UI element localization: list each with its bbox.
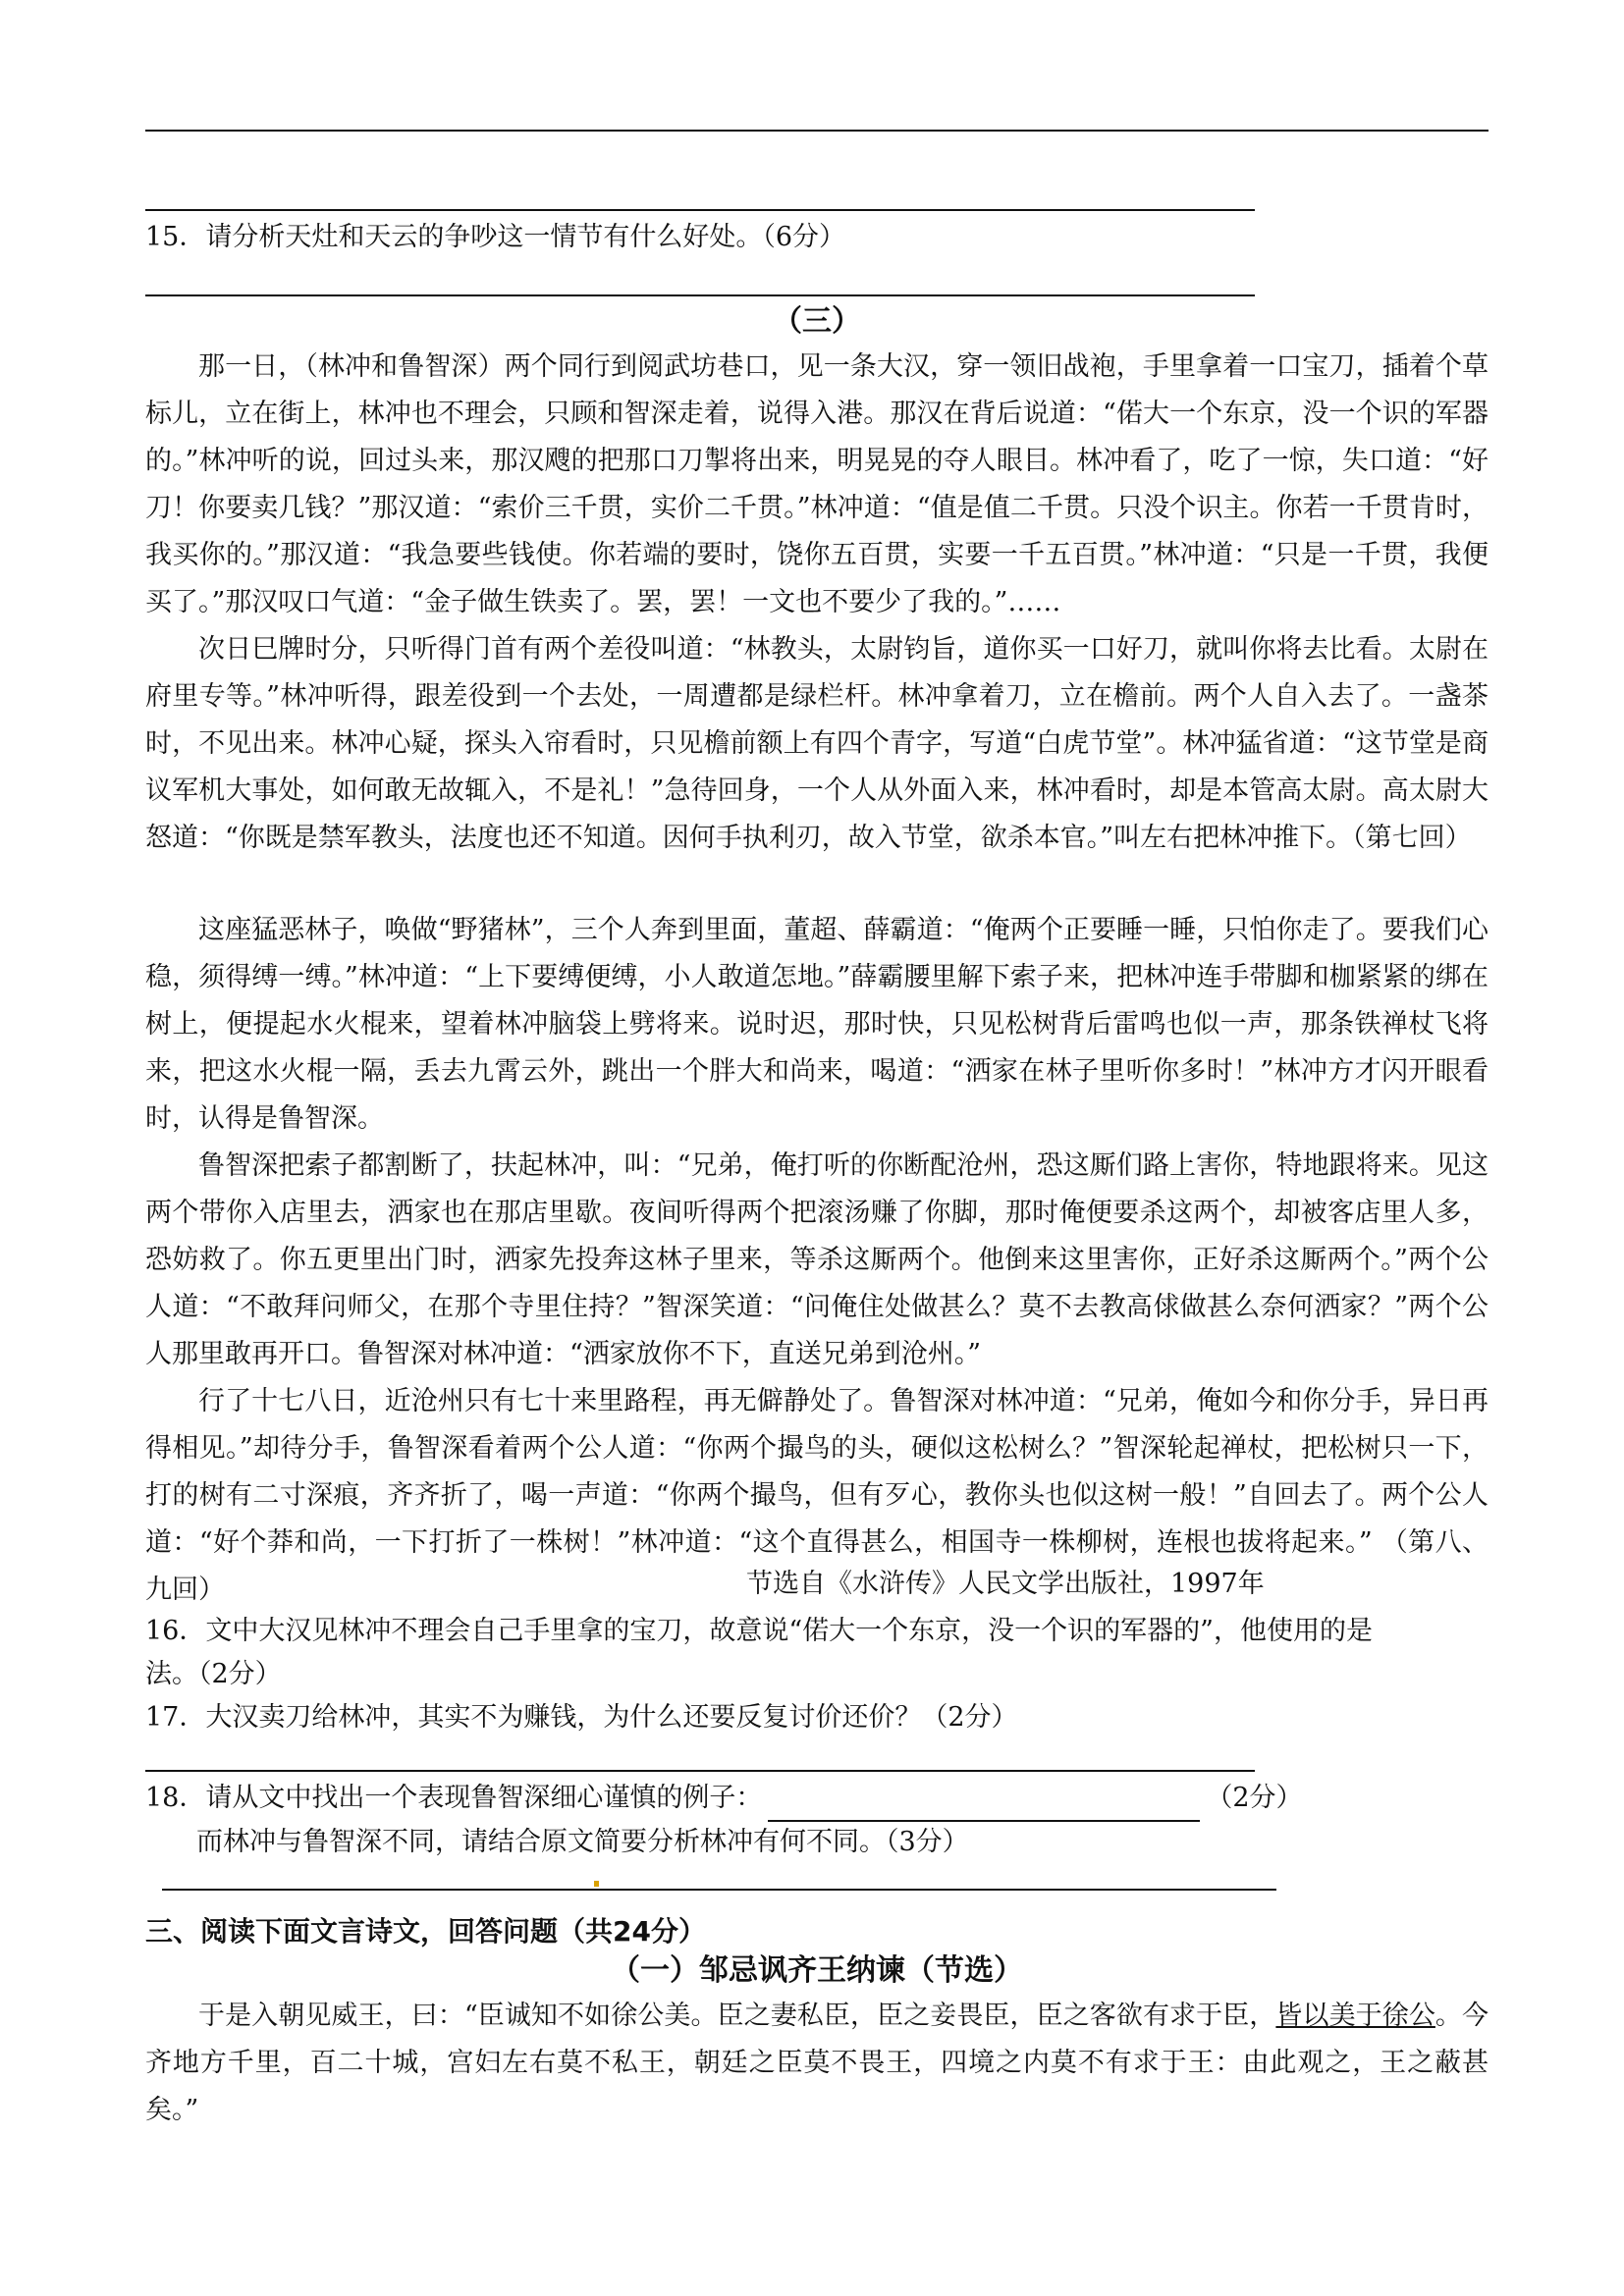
wenyan-text: 。今齐地方千里，百二十城，宫妇左右莫不私王，朝廷之臣莫不畏王，四境之内莫不有求于王：由此观之，王之蔽甚矣。” <box>145 2001 1489 2125</box>
answer-line <box>162 1889 1276 1891</box>
answer-blank[interactable] <box>768 1790 1200 1822</box>
yellow-dot <box>594 1881 599 1887</box>
passage-part-1 <box>145 344 1489 862</box>
wenyan-text: 于是入朝见威王，曰：“臣诚知不如徐公美。臣之妻私臣，臣之妾畏臣，臣之客欲有求于臣， <box>198 2001 1276 2031</box>
passage-paragraph: 行了十七八日，近沧州只有七十来里路程，再无僻静处了。鲁智深对林冲道：“兄弟，俺如今和你分手，异日再得相见。”却待分手，鲁智深看着两个公人道：“你两个撮鸟的头，硬似这松树么？”智深轮起禅杖，把松树只一下，打的树有二寸深痕，齐齐折了，喝一声道：“你两个撮鸟，但有歹心，教你头也似这树一般！”自回去了。两个公人道：“好个莽和尚，一下打折了一株树！”林冲道：“这个直得甚么，相国寺一株柳树，连根也拔将起来。” （第八、九回） <box>145 1386 1489 1605</box>
passage-paragraph: 那一日，（林冲和鲁智深）两个同行到阅武坊巷口，见一条大汉，穿一领旧战袍，手里拿着一口宝刀，插着个草标儿，立在街上，林冲也不理会，只顾和智深走着，说得入港。那汉在背后说道：“偌大一个东京，没一个识的军器的。”林冲听的说，回过头来，那汉飕的把那口刀掣将出来，明晃晃的夺人眼目。林冲看了，吃了一惊，失口道：“好刀！你要卖几钱？”那汉道：“索价三千贯，实价二千贯。”林冲道：“值是值二千贯。只没个识主。你若一千贯肯时，我买你的。”那汉道：“我急要些钱使。你若端的要时，饶你五百贯，实要一千五百贯。”林冲道：“只是一千贯，我便买了。”那汉叹口气道：“金子做生铁卖了。罢，罢！一文也不要少了我的。”…… <box>145 351 1489 617</box>
passage-paragraph: 次日巳牌时分，只听得门首有两个差役叫道：“林教头，太尉钧旨，道你买一口好刀，就叫你将去比看。太尉在府里专等。”林冲听得，跟差役到一个去处，一周遭都是绿栏杆。林冲拿着刀，立在檐前。两个人自入去了。一盏茶时，不见出来。林冲心疑，探头入帘看时，只见檐前额上有四个青字，写道“白虎节堂”。林冲猛省道：“这节堂是商议军机大事处，如何敢无故辄入，不是礼！”急待回身，一个人从外面入来，林冲看时，却是本管高太尉。高太尉大怒道：“你既是禁军教头，法度也还不知道。因何手执利刃，故入节堂，欲杀本官。”叫左右把林冲推下。（第七回） <box>145 634 1489 853</box>
question-18-cont: 而林冲与鲁智深不同，请结合原文简要分析林冲有何不同。（3分） <box>196 1827 969 1857</box>
source-citation: 节选自《水浒传》人民文学出版社，1997年 <box>746 1569 1265 1599</box>
question-18-suffix: （2分） <box>1206 1783 1303 1813</box>
wenyan-passage <box>145 1993 1489 2134</box>
question-16: 16．文中大汉见林冲不理会自己手里拿的宝刀，故意说“偌大一个东京，没一个识的军器的”，他使用的是 <box>145 1616 1373 1646</box>
question-18-prefix: 18．请从文中找出一个表现鲁智深细心谨慎的例子： <box>145 1783 763 1813</box>
passage-paragraph: 鲁智深把索子都割断了，扶起林冲，叫：“兄弟，俺打听的你断配沧州，恐这厮们路上害你，特地跟将来。见这两个带你入店里去，洒家也在那店里歇。夜间听得两个把滚汤赚了你脚，那时俺便要杀这两个，却被客店里人多，恐妨救了。你五更里出门时，洒家先投奔这林子里来，等杀这厮两个。他倒来这里害你，正好杀这厮两个。”两个公人道：“不敢拜问师父，在那个寺里住持？”智深笑道：“问俺住处做甚么？莫不去教高俅做甚么奈何洒家？”两个公人那里敢再开口。鲁智深对林冲道：“洒家放你不下，直送兄弟到沧州。” <box>145 1150 1489 1369</box>
section-title: （三） <box>773 304 861 339</box>
part-heading: 三、阅读下面文言诗文，回答问题（共24分） <box>145 1915 706 1948</box>
answer-line <box>145 209 1255 211</box>
wenyan-title: （一）邹忌讽齐王纳谏（节选） <box>611 1953 1023 1988</box>
passage-paragraph: 这座猛恶林子，唤做“野猪林”，三个人奔到里面，董超、薛霸道：“俺两个正要睡一睡，只怕你走了。要我们心稳，须得缚一缚。”林冲道：“上下要缚便缚，小人敢道怎地。”薛霸腰里解下索子来，把林冲连手带脚和枷紧紧的绑在树上，便提起水火棍来，望着林冲脑袋上劈将来。说时迟，那时快，只见松树背后雷鸣也似一声，那条铁禅杖飞将来，把这水火棍一隔，丢去九霄云外，跳出一个胖大和尚来，喝道：“洒家在林子里听你多时！”林冲方才闪开眼看时，认得是鲁智深。 <box>145 915 1489 1134</box>
passage-part-2 <box>145 907 1489 1614</box>
question-16-cont: 法。（2分） <box>145 1659 282 1689</box>
question-17: 17．大汉卖刀给林冲，其实不为赚钱，为什么还要反复讨价还价？（2分） <box>145 1702 1018 1733</box>
answer-line <box>145 294 1255 296</box>
answer-line <box>145 1770 1255 1772</box>
question-18 <box>145 1775 1489 1822</box>
wenyan-paragraph <box>145 1993 1489 2134</box>
wenyan-underlined: 皆以美于徐公 <box>1275 2001 1435 2031</box>
header-rule <box>145 130 1489 132</box>
question-15: 15．请分析天灶和天云的争吵这一情节有什么好处。（6分） <box>145 222 846 252</box>
